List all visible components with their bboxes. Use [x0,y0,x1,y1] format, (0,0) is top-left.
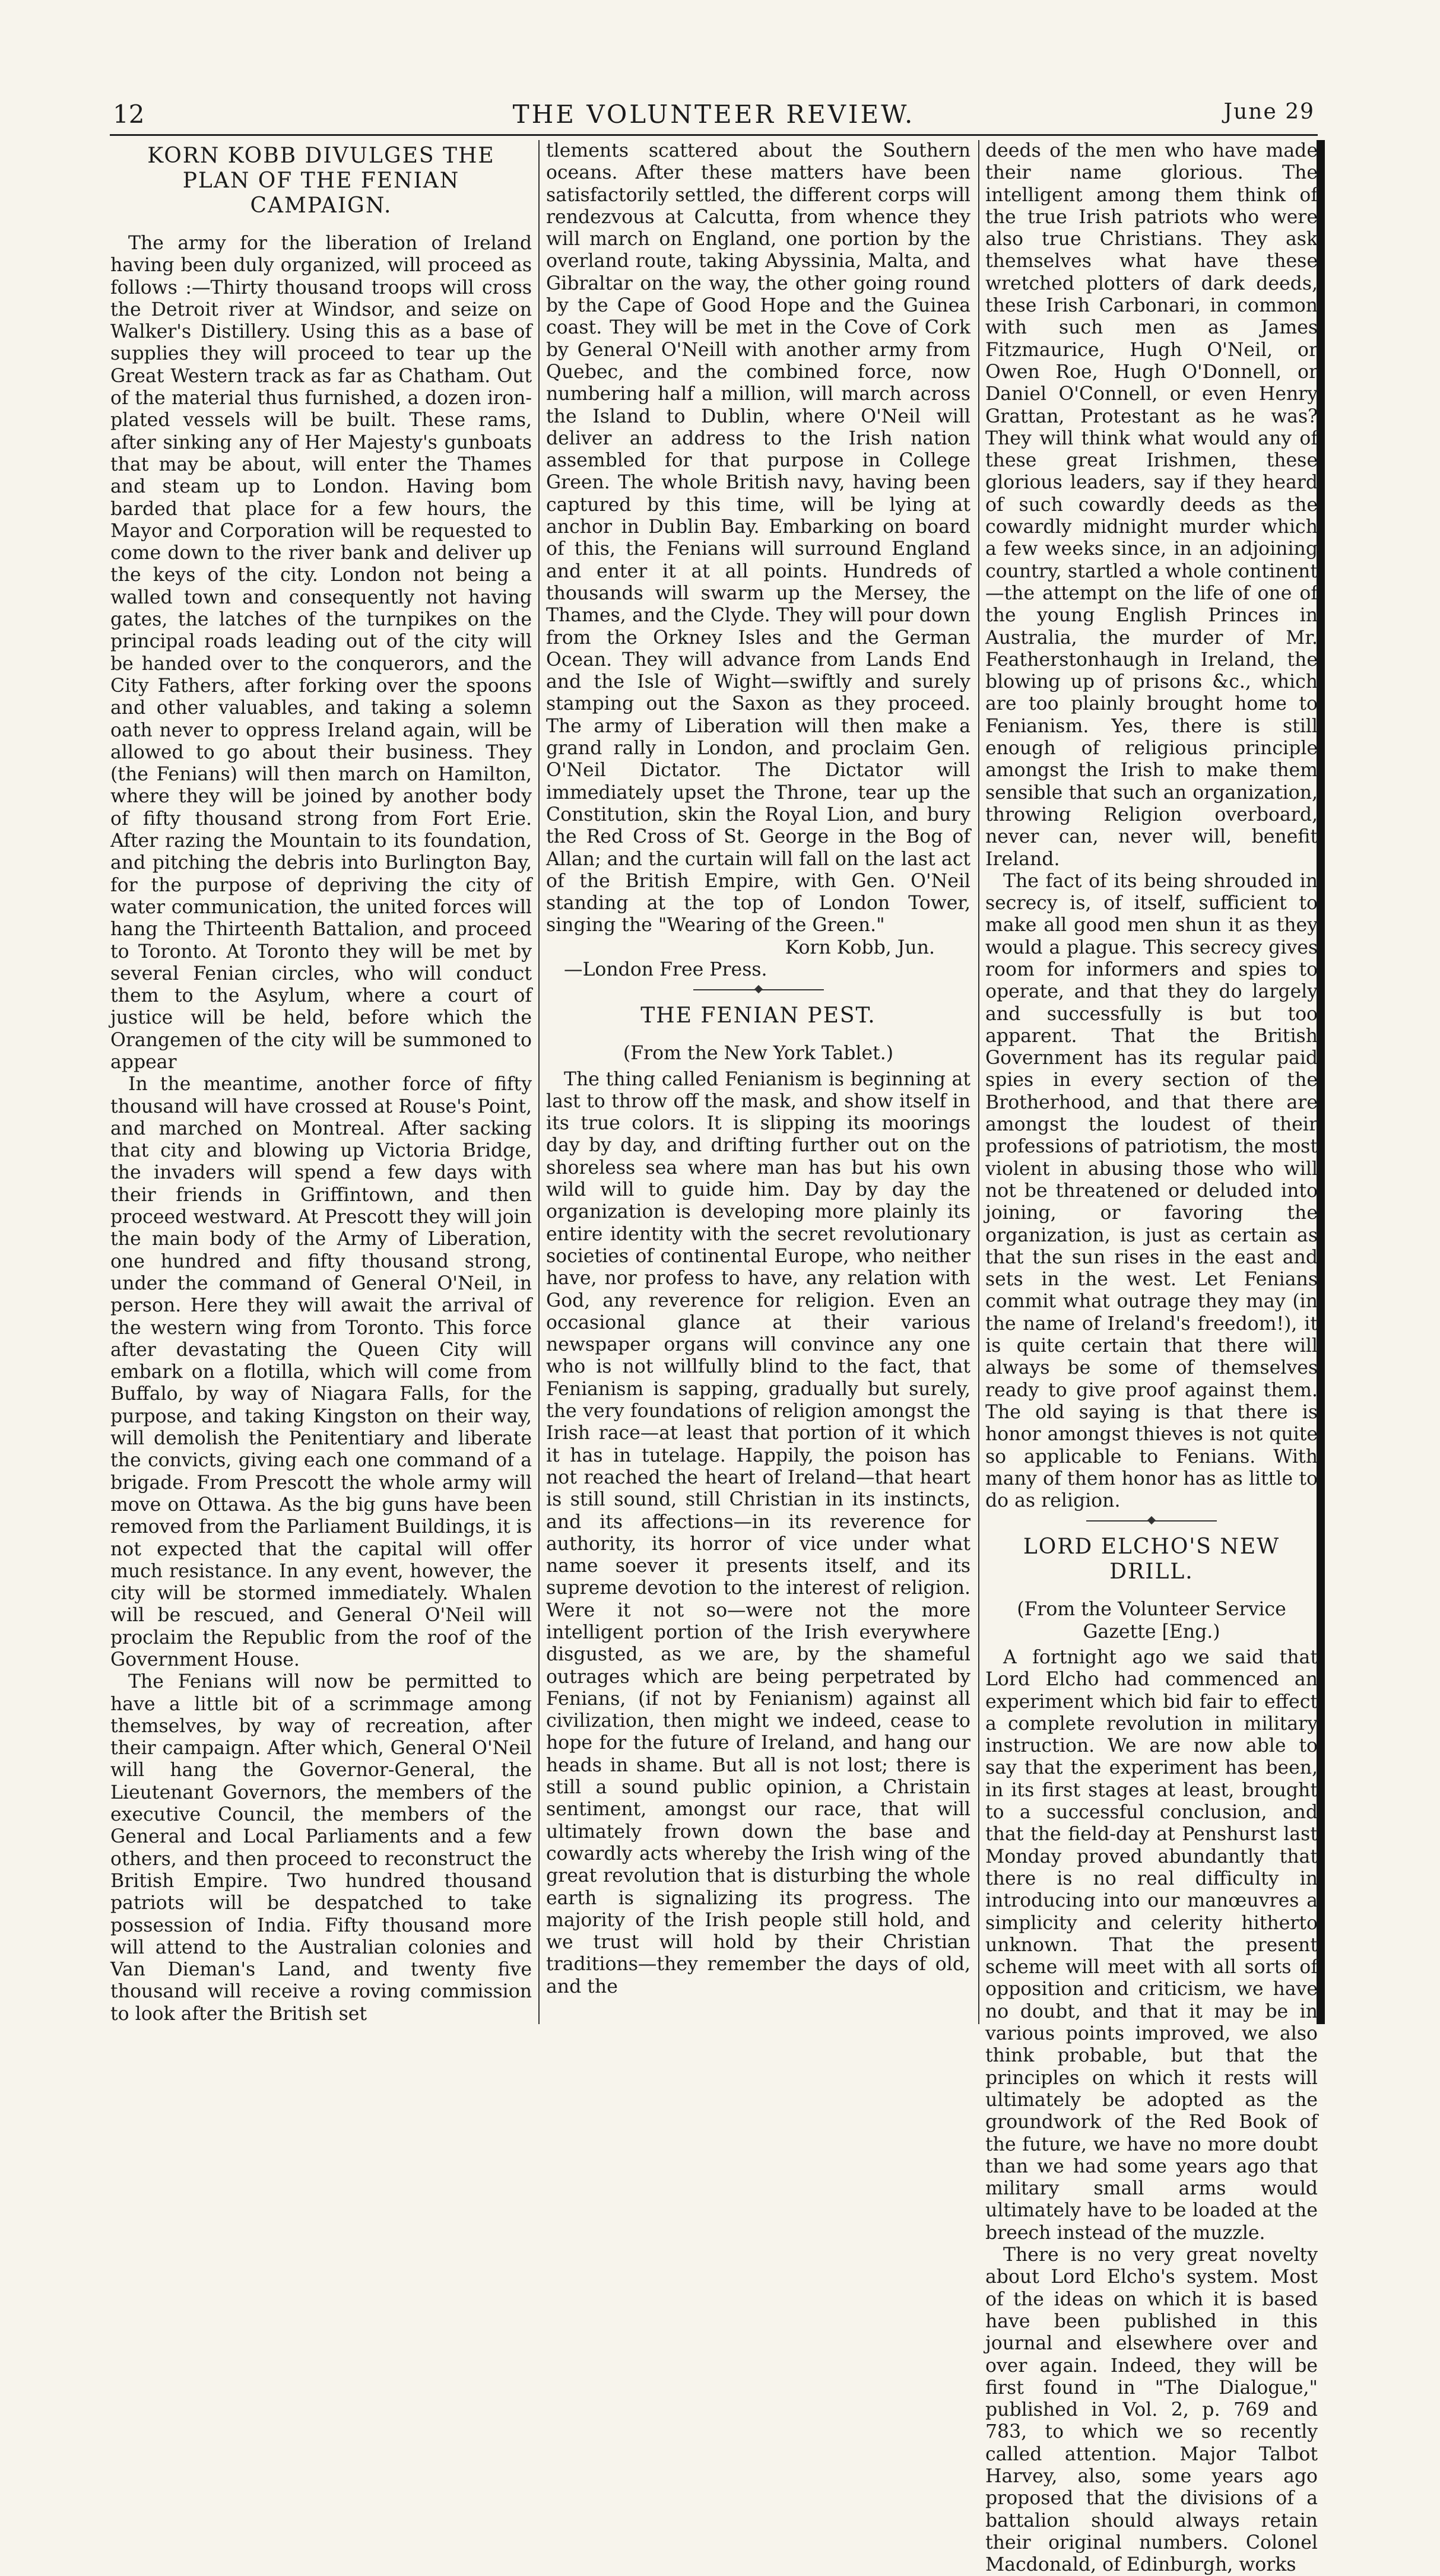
article-headline: THE FENIAN PEST. [640,1003,876,1028]
article-headline: LORD ELCHO'S NEW DRILL. [1023,1535,1280,1584]
column-1 [110,140,532,2027]
column-3 [985,140,1318,2576]
article-paragraph: The fact of its being shrouded in secrecy is, of itself, sufficient to make all good men shun it as they would a plague. This secrecy gives room for informers and spies to operate, and that they do largely and successfully is but too apparent. That the British Government has its regular paid spies in every section of the Brotherhood, and that there are amongst the loudest of their professions of patriotism, the most violent in abusing those who will not be threatened or deluded into joining, or favoring the organization, is just as certain as that the sun rises in the east and sets in the west. Let Fenians commit what outrage they may (in the name of Ireland's freedom!), it is quite certain that there will always be some of themselves ready to give proof against them. The old saying is that there is honor amongst thieves is not quite so applicable to Fenians. With many of them honor has as little to do as religion. [985,870,1318,1512]
issue-date: June 29 [1223,100,1315,124]
article-paragraph: The army for the liberation of Ireland having been duly organized, will proceed as follows :—Thirty thousand troops will cross the Detroit river at Windsor, and seize on Walker's Distillery. Using this as a base of supplies they will proceed to tear up the Great Western track as far as Chatham. Out of the material thus furnished, a dozen iron-plated vessels will be built. These rams, after sinking any of Her Majesty's gunboats that may be about, will enter the Thames and steam up to London. Having bom barded that place for a few hours, the Mayor and Corporation will be requested to come down to the river bank and deliver up the keys of the city. London not being a walled town and consequently not having gates, the latches of the turnpikes on the principal roads leading out of the city will be handed over to the conquerors, and the City Fathers, after forking over the spoons and other valuables, and taking a solemn oath never to oppress Ireland again, will be allowed to go about their business. They (the Fenians) will then march on Hamilton, where they will be joined by another body of fifty thousand strong from Fort Erie. After razing the Mountain to its foundation, and pitching the debris into Burlington Bay, for the purpose of depriving the city of water communication, the united forces will hang the Thirteenth Battalion, and proceed to Toronto. At Toronto they will be met by several Fenian circles, who will conduct them to the Asylum, where a court of justice will be held, before which the Orangemen of the city will be summoned to appear [110,233,532,1073]
column-rule [538,140,540,2024]
column-2 [546,140,970,2027]
article-paragraph: A fortnight ago we said that Lord Elcho had commenced an experiment which bid fair to effect a complete revolution in military instruction. We are now able to say that the experiment has been, in its first stages at least, brought to a successful conclusion, and that the field-day at Penshurst last Monday proved abundantly that there is no real difficulty in introducing into our manœuvres a simplicity and celerity hitherto unknown. That the present scheme will meet with all sorts of opposition and criticism, we have no doubt, and that it may be in various points improved, we also think probable, but that the principles on which it rests will ultimately be adopted as the groundwork of the Red Book of the future, we have no more doubt than we had some years ago that military small arms would ultimately have to be loaded at the breech instead of the muzzle. [985,1647,1318,2244]
article-source: (From the Volunteer Service Gazette [Eng.) [1017,1599,1286,1643]
binding-edge [1317,140,1325,2024]
column-rule [978,140,979,2024]
article-paragraph: tlements scattered about the Southern oceans. After these matters have been satisfactorily settled, the different corps will rendezvous at Calcutta, from whence they will march on England, one portion by the overland route, taking Abyssinia, Malta, and Gibraltar on the way, the other going round by the Cape of Good Hope and the Guinea coast. They will be met in the Cove of Cork by General O'Neill with another army from Quebec, and the combined force, now numbering half a million, will march across the Island to Dublin, where O'Neil will deliver an address to the Irish nation assembled for that purpose in College Green. The whole British navy, having been captured by this time, will be lying at anchor in Dublin Bay. Embarking on board of this, the Fenians will surround England and enter it at all points. Hundreds of thousands will swarm up the Mersey, the Thames, and the Clyde. They will pour down from the Orkney Isles and the German Ocean. They will advance from Lands End and the Isle of Wight—swiftly and surely stamping out the Saxon as they proceed. The army of Liberation will then make a grand rally in London, and proclaim Gen. O'Neil Dictator. The Dictator will immediately upset the Throne, tear up the Constitution, skin the Royal Lion, and bury the Red Cross of St. George in the Bog of Allan; and the curtain will fall on the last act of the British Empire, with Gen. O'Neil standing at the top of London Tower, singing the "Wearing of the Green." [546,140,970,936]
header-rule [110,134,1318,136]
article-paragraph: The thing called Fenianism is beginning at last to throw off the mask, and show itself in its true colors. It is slipping its moorings day by day, and drifting further out on the shoreless sea where man has but his own wild will to guide him. Day by day the organization is developing more plainly its entire identity with the secret revolutionary societies of continental Europe, who neither have, nor profess to have, any relation with God, any reverence for religion. Even an occasional glance at their various newspaper organs will convince any one who is not willfully blind to the fact, that Fenianism is sapping, gradually but surely, the very foundations of religion amongst the Irish race—at least that portion of it which it has in tutelage. Happily, the poison has not reached the heart of Ireland—that heart is still sound, still Christian in its instincts, and its affections—in its reverence for authority, its horror of vice under what name soever it presents itself, and its supreme devotion to the interest of religion. Were it not so—were not the more intelligent portion of the Irish everywhere disgusted, as we are, by the shameful outrages which are being perpetrated by Fenians, (if not by Fenianism) against all civilization, then might we indeed, cease to hope for the future of Ireland, and hang our heads in shame. But all is not lost; there is still a sound public opinion, a Christain sentiment, amongst our race, that will ultimately frown down the base and cowardly acts whereby the Irish wing of the great revolution that is disturbing the whole earth is signalizing its progress. The majority of the Irish people still hold, and we trust will hold by their Christian traditions—they remember the days of old, and the [546,1068,970,1997]
article-credit: —London Free Press. [564,958,767,980]
page-number: 12 [113,100,145,129]
article-paragraph: deeds of the men who have made their name glorious. The intelligent among them think of the true Irish patriots who were also true Christians. They ask themselves what have these wretched plotters of dark deeds, these Irish Carbonari, in common with such men as James Fitzmaurice, Hugh O'Neil, or Owen Roe, Hugh O'Donnell, or Daniel O'Connell, or even Henry Grattan, Protestant as he was? They will think what would any of these great Irishmen, these glorious leaders, say if they heard of such cowardly deeds as the cowardly midnight murder which a few weeks since, in an adjoining country, startled a whole continent—the attempt on the life of one of the young English Princes in Australia, the murder of Mr. Featherstonhaugh in Ireland, the blowing up of prisons &c., which are too plainly brought home to Fenianism. Yes, there is still enough of religious principle amongst the Irish to make them sensible that such an organization, throwing Religion overboard, never can, never will, benefit Ireland. [985,140,1318,870]
running-head [113,100,1315,135]
article-paragraph: There is no very great novelty about Lord Elcho's system. Most of the ideas on which it is based have been published in this journal and elsewhere over and over again. Indeed, they will be first found in "The Dialogue," published in Vol. 2, p. 769 and 783, to which we so recently called attention. Major Talbot Harvey, also, some years ago proposed that the divisions of a battalion should always retain their original numbers. Colonel Macdonald, of Edinburgh, works [985,2244,1318,2576]
section-separator [1086,1520,1217,1522]
section-separator [693,989,824,990]
article-paragraph: The Fenians will now be permitted to have a little bit of a scrimmage among themselves, by way of recreation, after their campaign. After which, General O'Neil will hang the Governor-General, the Lieutenant Governors, the members of the executive Council, the members of the General and Local Parliaments and a few others, and then proceed to reconstruct the British Empire. Two hundred thousand patriots will be despatched to take possession of India. Fifty thousand more will attend to the Australian colonies and Van Dieman's Land, and twenty five thousand will receive a roving commission to look after the British set [110,1671,532,2025]
article-signature: Korn Kobb, Jun. [785,936,935,958]
article-paragraph: In the meantime, another force of fifty thousand will have crossed at Rouse's Point, and marched on Montreal. After sacking that city and blowing up Victoria Bridge, the invaders will spend a few days with their friends in Griffintown, and then proceed westward. At Prescott they will join the main body of the Army of Liberation, one hundred and fifty thousand strong, under the command of General O'Neil, in person. Here they will await the arrival of the western wing from Toronto. This force after devastating the Queen City will embark on a flotilla, which will come from Buffalo, by way of Niagara Falls, for the purpose, and taking Kingston on their way, will demolish the Penitentiary and liberate the convicts, giving each one command of a brigade. From Prescott the whole army will move on Ottawa. As the big guns have been removed from the Parliament Buildings, it is not expected that the capital will offer much resistance. In any event, however, the city will be stormed immediately. Whalen will be rescued, and General O'Neil will proclaim the Republic from the roof of the Government House. [110,1073,532,1670]
article-headline: KORN KOBB DIVULGES THE PLAN OF THE FENIAN CAMPAIGN. [147,144,495,218]
article-source: (From the New York Tablet.) [623,1043,894,1065]
publication-title: THE VOLUNTEER REVIEW. [512,100,915,129]
